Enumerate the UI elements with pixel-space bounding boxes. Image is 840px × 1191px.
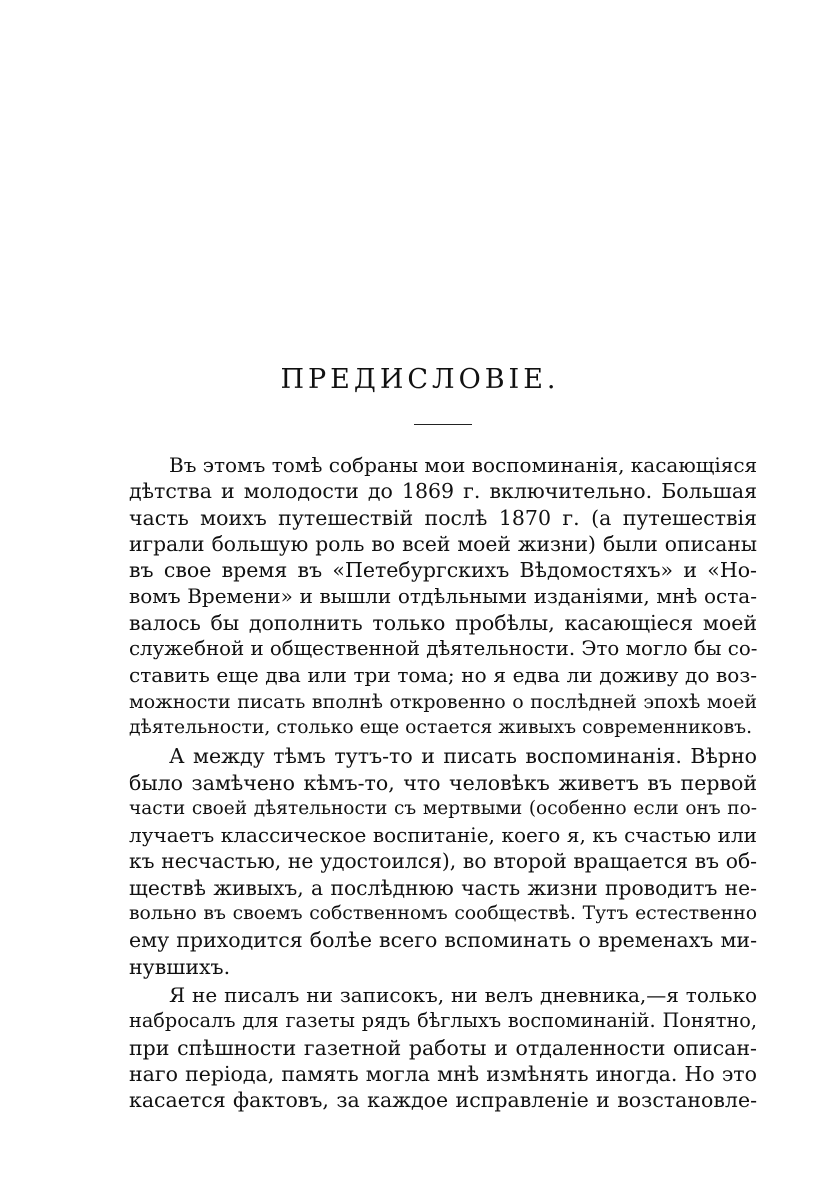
page-title: ПРЕДИСЛОВІЕ. — [280, 364, 560, 395]
text-line: валось бы дополнить только пробѣлы, касающіеся моей — [129, 610, 757, 635]
text-line: ществѣ живыхъ, а послѣднюю часть жизни проводитъ не- — [129, 875, 757, 900]
text-line: Я не писалъ ни записокъ, ни велъ дневника,—я только — [169, 982, 757, 1007]
text-line: касается фактовъ, за каждое исправленіе и возстановле- — [129, 1088, 757, 1113]
text-line: ему приходится болѣе всего вспоминать о временахъ ми- — [129, 928, 757, 953]
text-line: служебной и общественной дѣятельности. Это могло бы со- — [129, 637, 757, 661]
title-rule — [414, 424, 472, 425]
text-line: А между тѣмъ тутъ-то и писать воспоминанія. Вѣрно — [169, 744, 757, 769]
text-line: вомъ Времени» и вышли отдѣльными изданіями, мнѣ оста- — [129, 584, 757, 609]
paragraph-3 — [129, 982, 757, 1113]
text-line: наго періода, память могла мнѣ измѣнять иногда. Но это — [129, 1061, 757, 1086]
text-line: можности писать вполнѣ откровенно о послѣдней эпохѣ моей — [129, 690, 757, 713]
text-line: было замѣчено кѣмъ-то, что человѣкъ живетъ въ первой — [129, 770, 757, 795]
text-line: набросалъ для газеты рядъ бѣглыхъ воспоминаній. Понятно, — [129, 1009, 757, 1033]
text-line: часть моихъ путешествій послѣ 1870 г. (а путешествія — [129, 505, 757, 530]
body-text — [129, 452, 757, 1113]
text-line: играли большую роль во всей моей жизни) были описаны — [129, 531, 757, 556]
text-line: Въ этомъ томѣ собраны мои воспоминанія, касающіяся — [169, 453, 757, 477]
paragraph-1 — [129, 452, 757, 741]
text-line: нувшихъ. — [129, 954, 231, 979]
text-line: при спѣшности газетной работы и отдаленности описан- — [129, 1035, 757, 1060]
text-line: ставить еще два или три тома; но я едва ли доживу до воз- — [129, 663, 757, 688]
text-line: въ свое время въ «Петебургскихъ Вѣдомостяхъ» и «Но- — [129, 558, 757, 583]
text-line: дѣтства и молодости до 1869 г. включительно. Большая — [129, 479, 757, 504]
text-line: къ несчастью, не удостоился), во второй вращается въ об- — [129, 849, 757, 874]
text-line: лучаетъ классическое воспитаніе, коего я, къ счастью или — [129, 823, 757, 848]
text-line: части своей дѣятельности съ мертвыми (особенно если онъ по- — [129, 797, 757, 819]
text-line: вольно въ своемъ собственномъ сообществѣ. Тутъ естественно — [129, 903, 757, 925]
text-line: дѣятельности, столько еще остается живыхъ современниковъ. — [129, 716, 753, 738]
paragraph-2 — [129, 743, 757, 980]
